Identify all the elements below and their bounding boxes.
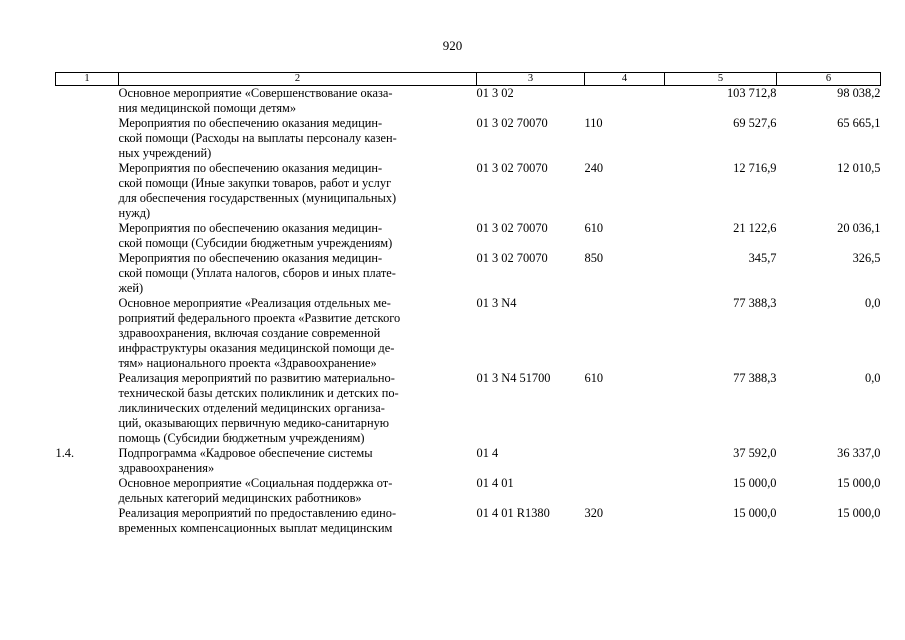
budget-code: 01 4 — [476, 446, 499, 460]
amount-col5: 69 527,6 — [733, 116, 777, 130]
expense-type: 320 — [584, 506, 604, 520]
column-header-5: 5 — [665, 73, 777, 86]
row-description — [119, 371, 477, 446]
description-line: ской помощи (Уплата налогов, сборов и иных плате- — [118, 266, 396, 280]
row-description — [119, 116, 477, 161]
amount-col5: 37 592,0 — [733, 446, 777, 460]
row-number — [56, 506, 119, 536]
row-description — [119, 506, 477, 536]
description-line: инфраструктуры оказания медицинской помощи де- — [118, 341, 395, 355]
row-number — [56, 116, 119, 161]
row-number — [56, 86, 119, 117]
table-row — [56, 86, 881, 117]
amount-col6: 65 665,1 — [837, 116, 881, 130]
row-number: 1.4. — [55, 446, 75, 460]
table-row — [56, 251, 881, 296]
row-number — [56, 251, 119, 296]
budget-code: 01 3 02 70070 — [476, 251, 548, 265]
budget-table — [55, 72, 881, 536]
row-description — [119, 161, 477, 221]
description-line: Мероприятия по обеспечению оказания медицин- — [118, 221, 383, 235]
description-line: ской помощи (Расходы на выплаты персоналу казен- — [118, 131, 397, 145]
amount-col5: 21 122,6 — [733, 221, 777, 235]
column-header-3: 3 — [477, 73, 585, 86]
budget-code: 01 3 N4 — [476, 296, 517, 310]
column-header-4: 4 — [585, 73, 665, 86]
budget-code: 01 4 01 — [476, 476, 514, 490]
row-number — [56, 161, 119, 221]
description-line: ния медицинской помощи детям» — [118, 101, 297, 115]
description-line: здравоохранения, включая создание современной — [118, 326, 381, 340]
table-row — [56, 371, 881, 446]
description-line: Реализация мероприятий по развитию материально- — [118, 371, 395, 385]
amount-col6: 326,5 — [852, 251, 881, 265]
description-line: Основное мероприятие «Социальная поддержка от- — [118, 476, 393, 490]
description-line: ций, оказывающих первичную медико-санитарную — [118, 416, 390, 430]
description-line: здравоохранения» — [118, 461, 215, 475]
amount-col6: 98 038,2 — [837, 86, 881, 100]
amount-col5: 345,7 — [748, 251, 777, 265]
description-line: ской помощи (Иные закупки товаров, работ и услуг — [118, 176, 392, 190]
budget-code: 01 3 N4 51700 — [476, 371, 551, 385]
expense-type: 110 — [584, 116, 603, 130]
column-header-1: 1 — [56, 73, 119, 86]
row-number — [56, 296, 119, 371]
description-line: дельных категорий медицинских работников» — [118, 491, 362, 505]
budget-code: 01 4 01 R1380 — [476, 506, 550, 520]
page-number: 920 — [442, 38, 463, 53]
description-line: Мероприятия по обеспечению оказания медицин- — [118, 251, 383, 265]
amount-col6: 36 337,0 — [837, 446, 881, 460]
table-row — [56, 116, 881, 161]
row-number — [56, 476, 119, 506]
description-line: Мероприятия по обеспечению оказания медицин- — [118, 116, 383, 130]
table-row — [56, 221, 881, 251]
row-number — [56, 371, 119, 446]
amount-col6: 20 036,1 — [837, 221, 881, 235]
row-description — [119, 296, 477, 371]
amount-col5: 15 000,0 — [733, 476, 777, 490]
column-header-6: 6 — [777, 73, 881, 86]
budget-code: 01 3 02 70070 — [476, 116, 548, 130]
description-line: помощь (Субсидии бюджетным учреждениям) — [118, 431, 365, 445]
amount-col6: 15 000,0 — [837, 476, 881, 490]
description-line: ных учреждений) — [118, 146, 212, 160]
description-line: Реализация мероприятий по предоставлению едино- — [118, 506, 397, 520]
row-description — [119, 221, 477, 251]
table-header-row — [56, 73, 881, 86]
amount-col5: 12 716,9 — [733, 161, 777, 175]
description-line: тям» национального проекта «Здравоохранение» — [118, 356, 377, 370]
row-description — [119, 476, 477, 506]
row-description — [119, 251, 477, 296]
description-line: жей) — [118, 281, 144, 295]
amount-col6: 15 000,0 — [837, 506, 881, 520]
expense-type: 850 — [584, 251, 604, 265]
expense-type — [585, 86, 665, 117]
description-line: временных компенсационных выплат медицинским — [118, 521, 393, 535]
budget-code: 01 3 02 — [476, 86, 514, 100]
row-description — [119, 86, 477, 117]
description-line: Подпрограмма «Кадровое обеспечение системы — [118, 446, 373, 460]
amount-col6: 0,0 — [865, 371, 881, 385]
description-line: для обеспечения государственных (муниципальных) — [118, 191, 397, 205]
column-header-2: 2 — [119, 73, 477, 86]
expense-type — [585, 296, 665, 371]
description-line: технической базы детских поликлиник и детских по- — [118, 386, 399, 400]
description-line: роприятий федерального проекта «Развитие детского — [118, 311, 401, 325]
amount-col5: 15 000,0 — [733, 506, 777, 520]
description-line: Основное мероприятие «Реализация отдельных ме- — [118, 296, 391, 310]
table-body — [56, 86, 881, 537]
expense-type: 610 — [584, 371, 604, 385]
amount-col6: 0,0 — [865, 296, 881, 310]
description-line: нужд) — [118, 206, 151, 220]
amount-col5: 103 712,8 — [726, 86, 777, 100]
amount-col6: 12 010,5 — [837, 161, 881, 175]
table-row — [56, 476, 881, 506]
amount-col5: 77 388,3 — [733, 296, 777, 310]
row-description — [119, 446, 477, 476]
description-line: Мероприятия по обеспечению оказания медицин- — [118, 161, 383, 175]
description-line: Основное мероприятие «Совершенствование оказа- — [118, 86, 393, 100]
expense-type — [585, 446, 665, 476]
table-row — [56, 296, 881, 371]
description-line: ской помощи (Субсидии бюджетным учреждениям) — [118, 236, 393, 250]
amount-col5: 77 388,3 — [733, 371, 777, 385]
budget-code: 01 3 02 70070 — [476, 161, 548, 175]
table-row — [56, 506, 881, 536]
expense-type: 240 — [584, 161, 604, 175]
expense-type: 610 — [584, 221, 604, 235]
table-row — [56, 161, 881, 221]
expense-type — [585, 476, 665, 506]
table-row — [56, 446, 881, 476]
budget-code: 01 3 02 70070 — [476, 221, 548, 235]
description-line: ликлинических отделений медицинских организа- — [118, 401, 385, 415]
row-number — [56, 221, 119, 251]
